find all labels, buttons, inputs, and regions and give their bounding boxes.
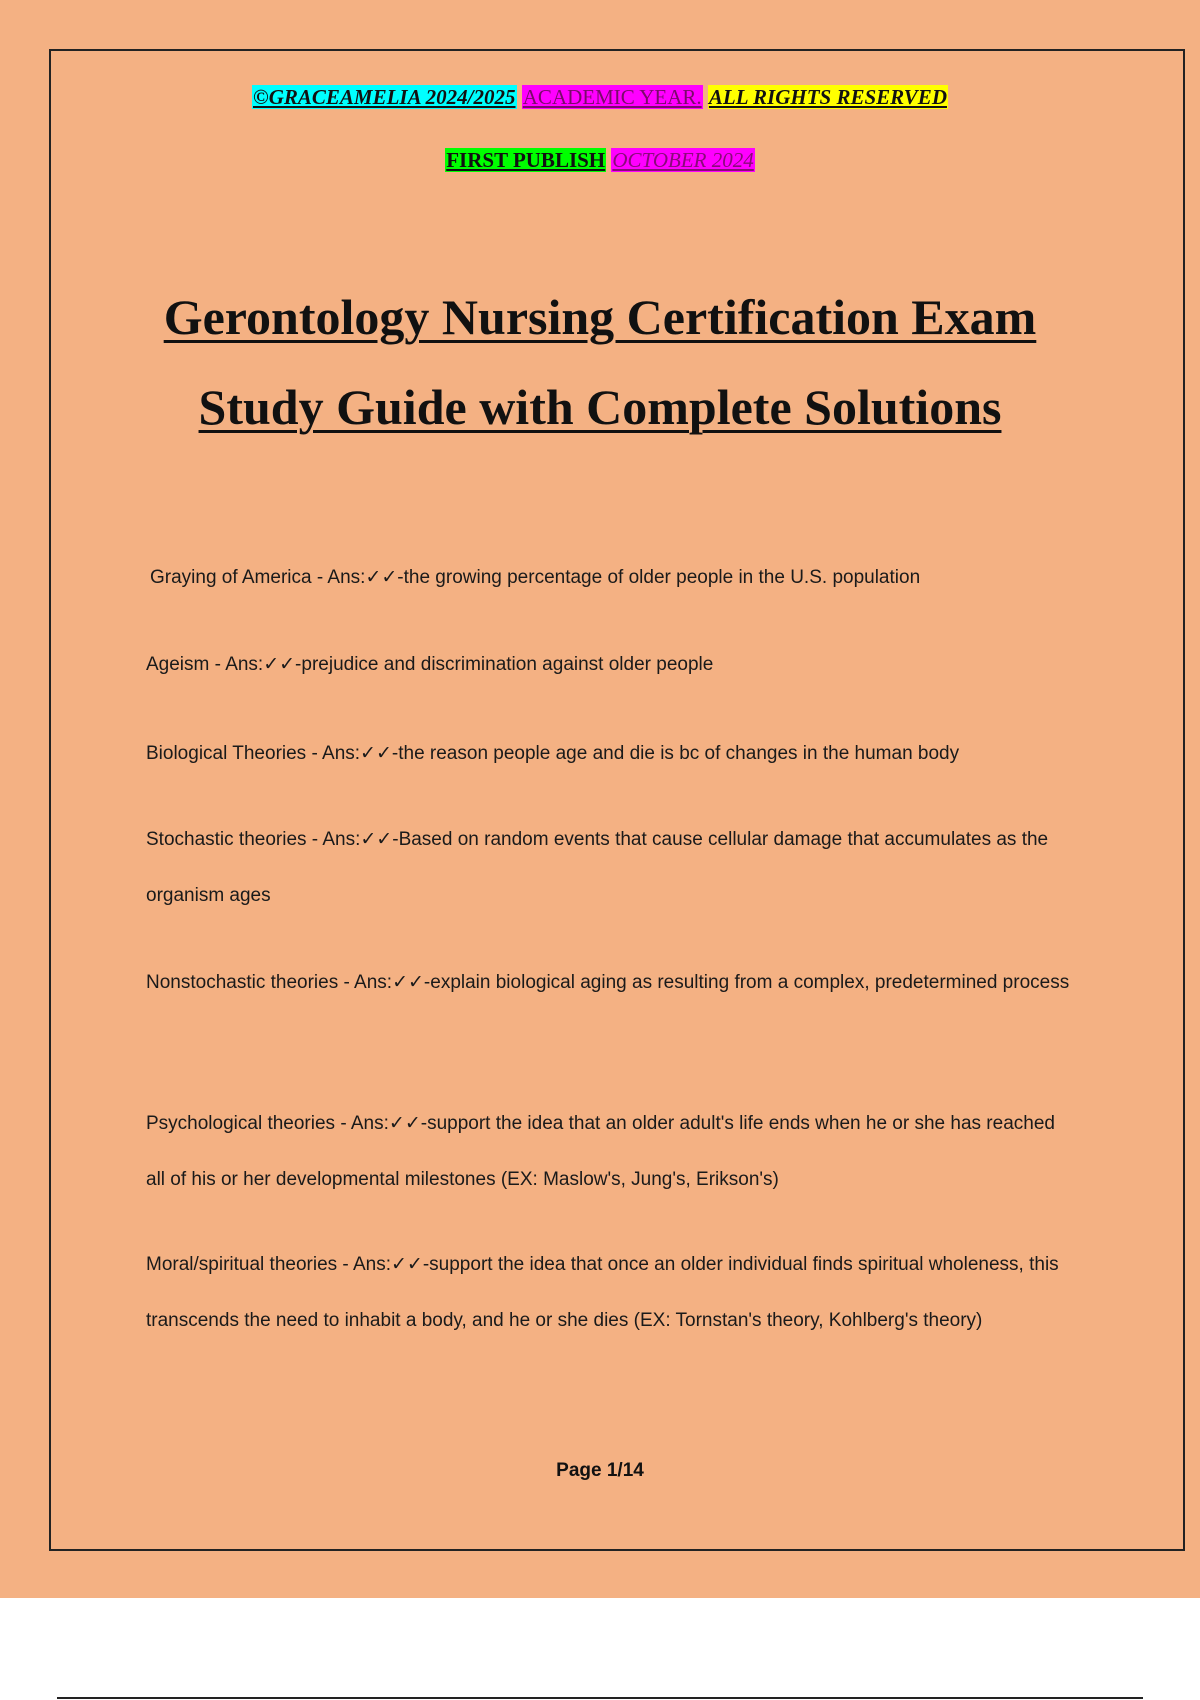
- entry-term: Stochastic theories: [146, 829, 307, 850]
- rights-reserved-text: ALL RIGHTS RESERVED: [708, 85, 947, 109]
- study-entry: [146, 1096, 1076, 1208]
- entry-term: Nonstochastic theories: [146, 972, 339, 993]
- copyright-text: ©GRACEAMELIA 2024/2025: [253, 85, 516, 109]
- study-entry: [146, 812, 1076, 924]
- entry-answer-marker: - Ans:✓✓-: [306, 743, 399, 764]
- entry-answer-marker: - Ans:✓✓-: [306, 829, 399, 850]
- entry-term: Ageism: [146, 654, 210, 675]
- entry-answer-marker: - Ans:✓✓-: [311, 567, 404, 588]
- entry-answer-marker: - Ans:✓✓-: [337, 1254, 430, 1275]
- bottom-divider: [57, 1697, 1143, 1699]
- entry-term: Graying of America: [150, 567, 312, 588]
- publish-line: [0, 147, 1200, 173]
- study-entry: [150, 550, 1080, 606]
- entry-answer: support the idea that once an older individual finds spiritual wholeness, this transcends the need to inhabit a body, and he or she dies (EX: Tornstan's theory, Kohlberg's theory): [146, 1254, 1059, 1331]
- entry-answer-marker: - Ans:✓✓-: [338, 972, 431, 993]
- entry-term: Moral/spiritual theories: [146, 1254, 338, 1275]
- entry-answer: support the idea that an older adult's life ends when he or she has reached all of his or her developmental milestones (EX: Maslow's, Jung's, Erikson's): [146, 1113, 1055, 1190]
- study-entry: [146, 726, 1076, 782]
- study-entry: [146, 637, 1076, 693]
- entry-term: Psychological theories: [146, 1113, 336, 1134]
- entry-answer: prejudice and discrimination against older people: [301, 654, 714, 675]
- document-title-line-1: Gerontology Nursing Certification Exam: [163, 289, 1037, 345]
- academic-year-text: ACADEMIC YEAR.: [522, 85, 702, 109]
- first-publish-text: FIRST PUBLISH: [446, 148, 606, 172]
- entry-answer-marker: - Ans:✓✓-: [209, 654, 302, 675]
- page-number: Page 1/14: [556, 1460, 644, 1481]
- entry-answer: the reason people age and die is bc of changes in the human body: [398, 743, 960, 764]
- entry-answer: the growing percentage of older people in the U.S. population: [403, 567, 921, 588]
- entry-answer: Based on random events that cause cellular damage that accumulates as the organism ages: [146, 829, 1049, 906]
- study-entry: [146, 955, 1076, 1011]
- publish-date-text: OCTOBER 2024: [612, 148, 754, 172]
- entry-answer-marker: - Ans:✓✓-: [335, 1113, 428, 1134]
- study-entry: [146, 1237, 1076, 1349]
- copyright-line: [0, 84, 1200, 110]
- document-title-line-2: Study Guide with Complete Solutions: [198, 379, 1002, 435]
- entry-term: Biological Theories: [146, 743, 307, 764]
- entry-answer: explain biological aging as resulting from a complex, predetermined process: [430, 972, 1070, 993]
